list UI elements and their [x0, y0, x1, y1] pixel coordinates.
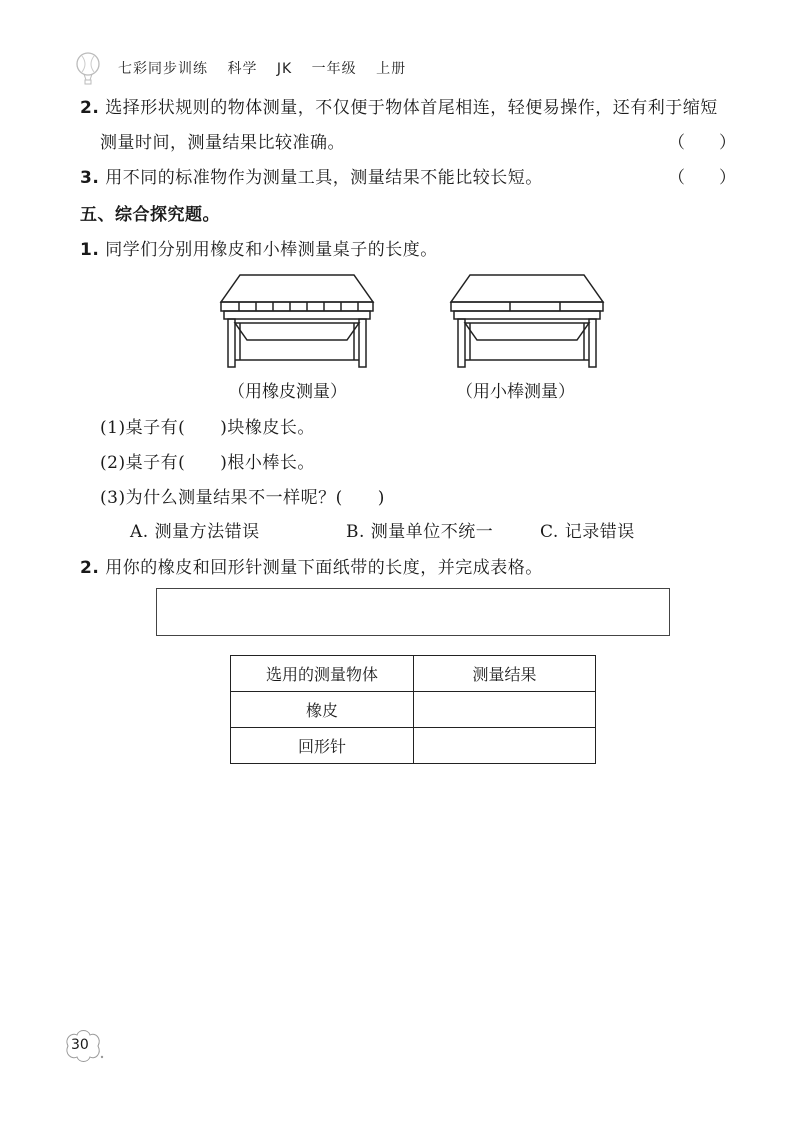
table-row [231, 728, 596, 764]
caption-eraser: （用橡皮测量） [228, 382, 347, 402]
page-header [118, 58, 420, 78]
judge-item-3: 3. 用不同的标准物作为测量工具，测量结果不能比较长短。 [80, 168, 543, 188]
q2-text: 2. 用你的橡皮和回形针测量下面纸带的长度，并完成表格。 [80, 558, 543, 578]
table-header-result: 测量结果 [414, 656, 596, 692]
caption-stick: （用小棒测量） [456, 382, 575, 402]
q1-number: 1. [80, 240, 100, 260]
page-number-badge [60, 1026, 106, 1070]
table-cell-eraser-result[interactable] [414, 692, 596, 728]
header-grade: 一年级 [311, 61, 357, 77]
page-number: 30 [71, 1037, 89, 1053]
q2-number: 2. [80, 558, 100, 578]
option-b[interactable]: B. 测量单位不统一 [346, 522, 494, 542]
judge-item-2-line2: 测量时间，测量结果比较准确。 [100, 133, 345, 153]
table-cell-eraser: 橡皮 [231, 692, 414, 728]
result-table [230, 655, 596, 764]
desk-stick-illustration [448, 272, 606, 370]
table-cell-paperclip: 回形针 [231, 728, 414, 764]
table-header-row [231, 656, 596, 692]
desk-eraser-illustration [218, 272, 376, 370]
judge-item-2-number: 2. [80, 98, 100, 118]
table-header-object: 选用的测量物体 [231, 656, 414, 692]
table-cell-paperclip-result[interactable] [414, 728, 596, 764]
judge-item-2-answer-blank[interactable]: （ ） [668, 133, 736, 153]
q1-sub3: (3)为什么测量结果不一样呢？( ) [100, 488, 385, 508]
header-series: 七彩同步训练 [118, 61, 208, 77]
header-edition: JK [276, 61, 293, 77]
paper-strip [156, 588, 670, 636]
section-title: 五、综合探究题。 [80, 205, 220, 225]
table-row [231, 692, 596, 728]
judge-item-2-line1: 2. 选择形状规则的物体测量，不仅便于物体首尾相连，轻便易操作，还有利于缩短 [80, 98, 718, 118]
judge-item-3-number: 3. [80, 168, 100, 188]
q1-sub1: (1)桌子有( )块橡皮长。 [100, 418, 315, 438]
option-c[interactable]: C. 记录错误 [540, 522, 635, 542]
judge-item-3-answer-blank[interactable]: （ ） [668, 168, 736, 188]
q1-text: 1. 同学们分别用橡皮和小棒测量桌子的长度。 [80, 240, 438, 260]
q1-sub2: (2)桌子有( )根小棒长。 [100, 453, 315, 473]
header-volume: 上册 [376, 61, 407, 77]
option-a[interactable]: A. 测量方法错误 [130, 522, 260, 542]
balloon-logo-icon [74, 52, 104, 86]
header-subject: 科学 [227, 61, 258, 77]
